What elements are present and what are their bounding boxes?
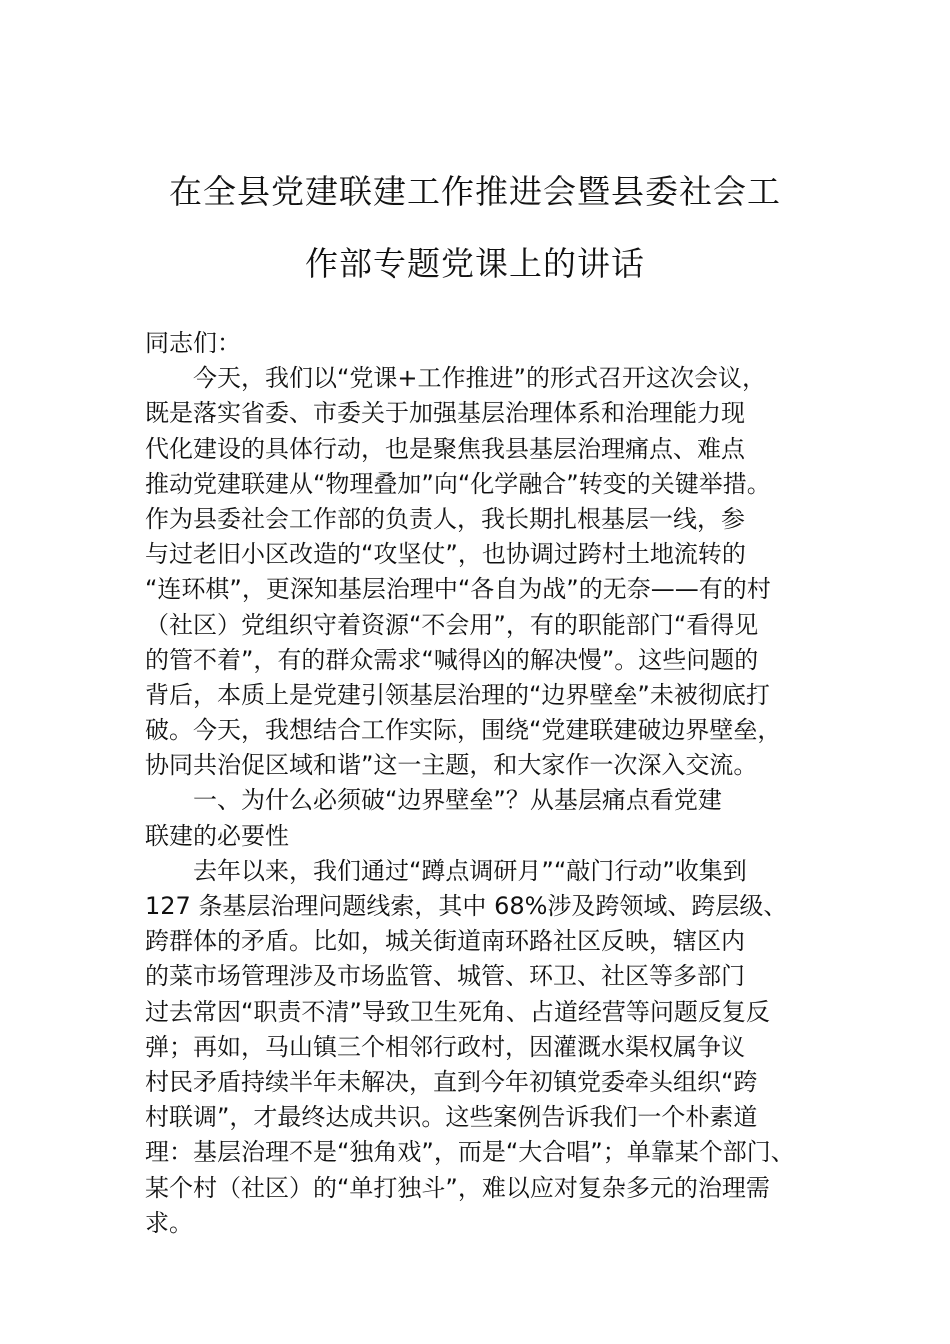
paragraph-line: 跨群体的矛盾。比如，城关街道南环路社区反映，辖区内 <box>145 927 745 956</box>
paragraph-line: 的管不着”，有的群众需求“喊得凶的解决慢”。这些问题的 <box>145 645 759 674</box>
paragraph-2 <box>145 854 810 1241</box>
paragraph-line: 协同共治促区域和谐”这一主题，和大家作一次深入交流。 <box>145 751 758 780</box>
salutation: 同志们： <box>145 329 241 357</box>
paragraph-line: 村民矛盾持续半年未解决，直到今年初镇党委牵头组织“跨 <box>145 1067 758 1096</box>
paragraph-line: 背后，本质上是党建引领基层治理的“边界壁垒”未被彻底打 <box>145 680 770 709</box>
paragraph-line: 127 条基层治理问题线索，其中 68%涉及跨领域、跨层级、 <box>145 892 788 920</box>
paragraph-line: 推动党建联建从“物理叠加”向“化学融合”转变的关键举措。 <box>145 469 771 498</box>
paragraph-line: 理：基层治理不是“独角戏”，而是“大合唱”；单靠某个部门、 <box>145 1138 795 1167</box>
title-line-1: 在全县党建联建工作推进会暨县委社会工 <box>169 172 781 211</box>
title-line-2: 作部专题党课上的讲话 <box>305 244 645 283</box>
paragraph-line: 作为县委社会工作部的负责人，我长期扎根基层一线，参 <box>145 504 745 533</box>
paragraph-line: 弹；再如，马山镇三个相邻行政村，因灌溉水渠权属争议 <box>145 1032 745 1061</box>
paragraph-line: 过去常因“职责不清”导致卫生死角、占道经营等问题反复反 <box>145 997 770 1026</box>
paragraph-line: （社区）党组织守着资源“不会用”，有的职能部门“看得见 <box>145 610 759 639</box>
paragraph-line: 的菜市场管理涉及市场监管、城管、环卫、社区等多部门 <box>145 962 745 991</box>
paragraph-1 <box>145 361 810 783</box>
paragraph-line: 破。今天，我想结合工作实际，围绕“党建联建破边界壁垒， <box>145 716 782 745</box>
paragraph-line: 某个村（社区）的“单打独斗”，难以应对复杂多元的治理需 <box>145 1173 770 1202</box>
section-heading-1 <box>145 783 810 853</box>
paragraph-line: 与过老旧小区改造的“攻坚仗”，也协调过跨村土地流转的 <box>145 540 746 569</box>
heading-line: 一、为什么必须破“边界壁垒”？从基层痛点看党建 <box>193 786 722 815</box>
paragraph-line: 今天，我们以“党课+工作推进”的形式召开这次会议， <box>193 364 766 393</box>
paragraph-line: 求。 <box>145 1208 193 1237</box>
paragraph-line: 去年以来，我们通过“蹲点调研月”“敲门行动”收集到 <box>193 856 747 885</box>
paragraph-line: 既是落实省委、市委关于加强基层治理体系和治理能力现 <box>145 399 745 428</box>
heading-line: 联建的必要性 <box>145 821 289 850</box>
paragraph-line: “连环棋”，更深知基层治理中“各自为战”的无奈——有的村 <box>145 575 771 604</box>
body-text <box>145 326 810 1241</box>
paragraph-line: 村联调”，才最终达成共识。这些案例告诉我们一个朴素道 <box>145 1103 758 1132</box>
paragraph-line: 代化建设的具体行动，也是聚焦我县基层治理痛点、难点 <box>145 434 745 463</box>
